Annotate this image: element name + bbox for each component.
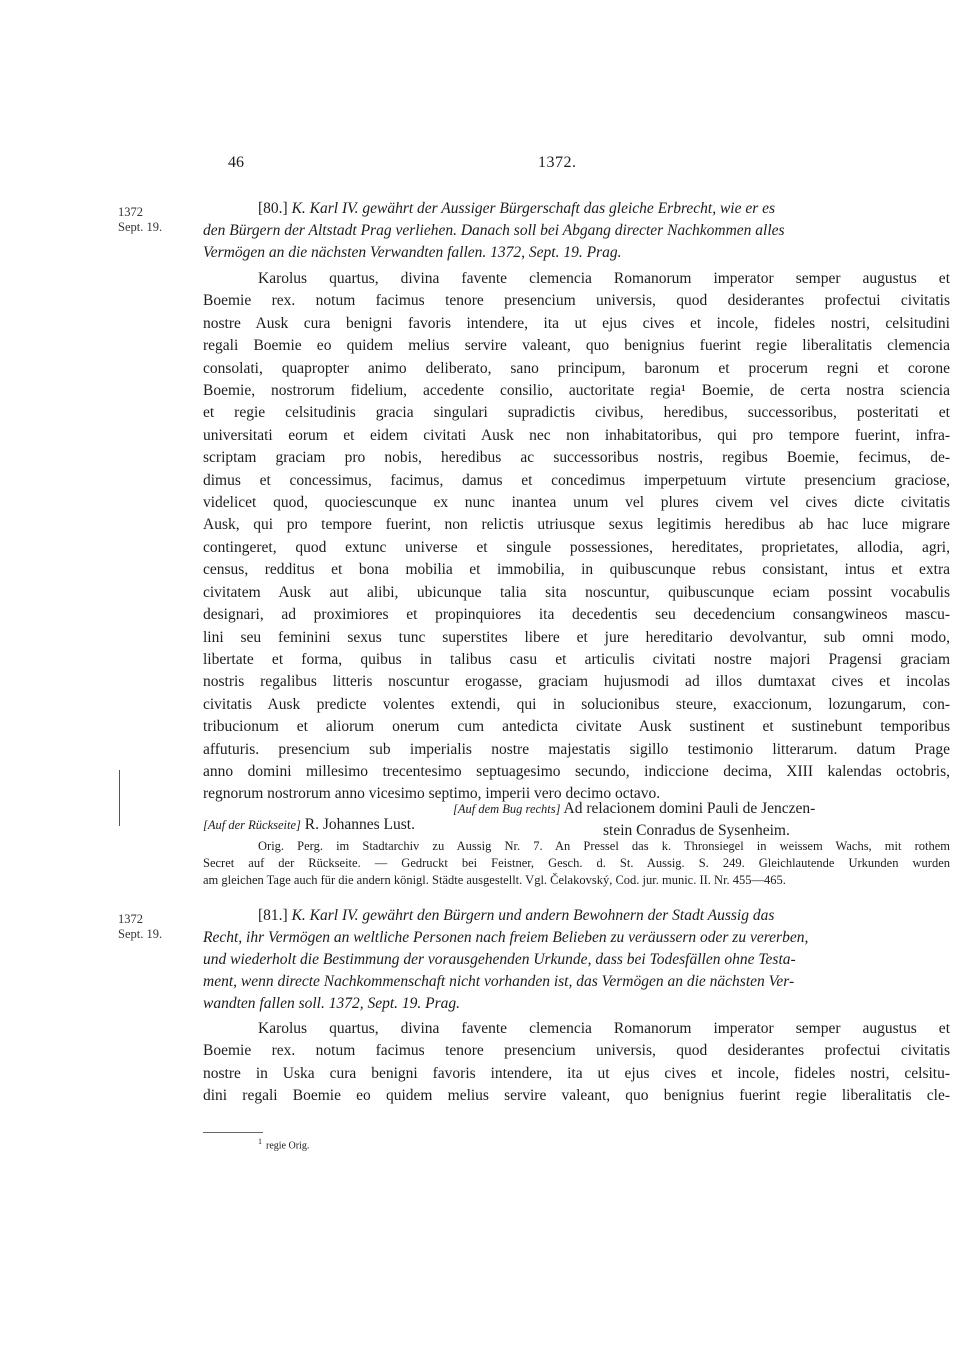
text-line: nostre in Uska cura benigni favoris intendere, ita ut ejus cives et incole, fideles nostri, celsitu- bbox=[203, 1064, 950, 1082]
footnote-rule bbox=[203, 1132, 263, 1133]
text-line: universitati eorum et eidem civitati Ausk nec non inhabitatoribus, qui pro tempore fuerint, infra- bbox=[203, 426, 950, 444]
heading-line: den Bürgern der Altstadt Prag verliehen. Danach soll bei Abgang directer Nachkommen alles bbox=[203, 222, 785, 239]
text-line: civitatem Ausk aut alibi, ubicunque talia sita noscuntur, quibuscunque eciam possint vocabulis bbox=[203, 583, 950, 601]
footnote bbox=[258, 1137, 309, 1151]
charter-heading-80 bbox=[203, 198, 950, 264]
ruler-abbrev: K. bbox=[291, 200, 306, 217]
text-line: Boemie, nostrorum fidelium, accedente consilio, auctoritate regia¹ Boemie, de certa nostra sciencia bbox=[203, 382, 950, 400]
margin-year: 1372 bbox=[118, 205, 143, 219]
heading-line: Recht, ihr Vermögen an weltliche Personen nach freiem Belieben zu veräussern oder zu vererben, bbox=[203, 929, 809, 946]
margin-day: Sept. 19. bbox=[118, 927, 163, 941]
text-line: regnorum nostrorum anno vicesimo septimo, imperii vero decimo octavo. bbox=[203, 785, 661, 803]
footnote-text: regie Orig. bbox=[266, 1140, 310, 1152]
margin-year: 1372 bbox=[118, 912, 143, 926]
text-line: Ausk, qui pro tempore fuerint, non relictis utriusque sexus legitimis heredibus ab hac luce migrare bbox=[203, 516, 950, 534]
endorsement-line: Ad relacionem domini Pauli de Jenczen- bbox=[563, 800, 816, 817]
running-header-year: 1372. bbox=[538, 154, 577, 171]
text-line: Boemie rex. notum facimus tenore presencium universis, quod desiderantes profectui civitatis bbox=[203, 292, 950, 310]
heading-line: und wiederholt die Bestimmung der vorausgehenden Urkunde, dass bei Todesfällen ohne Testa- bbox=[203, 951, 796, 968]
source-line: Secret auf der Rückseite. — Gedruckt bei Feistner, Gesch. d. St. Aussig. S. 249. Gleichlautende Urkunden wurden bbox=[203, 856, 950, 870]
text-line: nostris regalibus litteris noscuntur erogasse, graciam hujusmodi ad illos dumtaxat cives et incolas bbox=[203, 673, 950, 691]
heading-line: wandten fallen soll. 1372, Sept. 19. Prag. bbox=[203, 995, 461, 1012]
text-line: affuturis. presencium sub imperialis nostre majestatis sigillo testimonio litterarum. datum Prage bbox=[203, 740, 950, 758]
ruler-abbrev: K. bbox=[291, 907, 306, 924]
text-line: nostre Ausk cura benigni favoris intendere, ita ut ejus cives et incole, fideles nostri, celsitudini bbox=[203, 314, 950, 332]
charter-number: [80.] bbox=[258, 200, 288, 217]
source-line: Orig. Perg. im Stadtarchiv zu Aussig Nr. 7. An Pressel das k. Thronsiegel in weissem Wachs, mit rothem bbox=[258, 839, 950, 853]
text-line: census, redditus et bona mobilia et immobilia, in quibuscunque rebus consistant, intus et extra bbox=[203, 561, 950, 579]
page-number: 46 bbox=[228, 154, 244, 171]
heading-line: ment, wenn directe Nachkommenschaft nicht vorhanden ist, das Vermögen an die nächsten Ver- bbox=[203, 973, 795, 990]
text-line: libertate et forma, quibus in talibus casu et articulis civitati nostre majori Pragensi graciam bbox=[203, 650, 950, 668]
charter-number: [81.] bbox=[258, 907, 288, 924]
margin-rule bbox=[119, 770, 120, 826]
text-line: videlicet quod, quociescunque ex nunc inantea unum vel plures civem vel cives dicte civitatis bbox=[203, 494, 950, 512]
text-line: Karolus quartus, divina favente clemencia Romanorum imperator semper augustus et bbox=[258, 1020, 950, 1037]
text-line: civitatis Ausk predicte volentes extendi, qui in solucionibus steure, exaccionum, lozungarum, con- bbox=[203, 695, 950, 713]
margin-day: Sept. 19. bbox=[118, 220, 163, 234]
text-line: Boemie rex. notum facimus tenore presencium universis, quod desiderantes profectui civitatis bbox=[203, 1042, 950, 1060]
margin-date-80 bbox=[118, 205, 188, 235]
charter-text-80 bbox=[203, 268, 950, 806]
text-line: lini seu feminini sexus tunc superstites libere et jure hereditario devolvantur, sub omni modo, bbox=[203, 628, 950, 646]
text-line: designari, ad proximiores et propinquiores ita decedentis seu decedencium consangwineos mascu- bbox=[203, 606, 950, 624]
text-line: scriptam graciam pro nobis, heredibus ac successoribus nostris, regibus Boemie, fecimus, de- bbox=[203, 449, 950, 467]
text-line: dimus et concessimus, facimus, damus et concedimus imperpetuum virtute presencium graciose, bbox=[203, 471, 950, 489]
heading-line bbox=[203, 198, 950, 220]
source-line: am gleichen Tage auch für die andern königl. Städte ausgestellt. Vgl. Čelakovský, Cod. jur. munic. II. Nr. 455—465. bbox=[203, 873, 786, 887]
charter-text-81 bbox=[203, 1018, 950, 1108]
heading-line: Vermögen an die nächsten Verwandten fallen. 1372, Sept. 19. Prag. bbox=[203, 244, 622, 261]
text-line: et regie celsitudinis gracia singulari supradictis civibus, heredibus, successoribus, posteritati et bbox=[203, 404, 950, 422]
text-line: tribucionum et aliorum onerum cum antedicta civitate Ausk sustinent et sustinebunt temporibus bbox=[203, 718, 950, 736]
text-line: anno domini millesimo trecentesimo septuagesimo secundo, indiccione decima, XIII kalendas octobris, bbox=[203, 762, 950, 780]
footnote-marker: 1 bbox=[258, 1137, 262, 1146]
text-line: contingeret, quod extunc universe et singule possessiones, hereditates, proprietates, allodia, agri, bbox=[203, 538, 950, 556]
charter-heading-81 bbox=[203, 905, 950, 1015]
text-line: dini regali Boemie eo quidem melius servire valeant, quo benignius fuerint regie liberalitatis cle- bbox=[203, 1087, 950, 1105]
text-line: consolati, quapropter animo deliberato, sano principum, baronum et procerum regni et corone bbox=[203, 359, 950, 377]
endorsement-text: R. Johannes Lust. bbox=[304, 816, 415, 833]
source-note-80 bbox=[203, 838, 950, 889]
endorsement-line: stein Conradus de Sysenheim. bbox=[603, 822, 790, 839]
endorsement-label: [Auf dem Bug rechts] bbox=[453, 802, 561, 816]
endorsement-label: [Auf der Rückseite] bbox=[203, 818, 301, 832]
heading-line-text: Karl IV. gewährt den Bürgern und andern Bewohnern der Stadt Aussig das bbox=[309, 907, 775, 924]
text-line: Karolus quartus, divina favente clemencia Romanorum imperator semper augustus et bbox=[258, 270, 950, 287]
endorsement-left bbox=[203, 814, 553, 836]
heading-line bbox=[203, 905, 950, 927]
margin-date-81 bbox=[118, 912, 188, 942]
heading-line-text: Karl IV. gewährt der Aussiger Bürgerschaft das gleiche Erbrecht, wie er es bbox=[309, 200, 776, 217]
text-line: regali Boemie eo quidem melius servire valeant, quo benignius fuerint regie liberalitatis clemencia bbox=[203, 337, 950, 355]
page-header bbox=[228, 154, 950, 176]
